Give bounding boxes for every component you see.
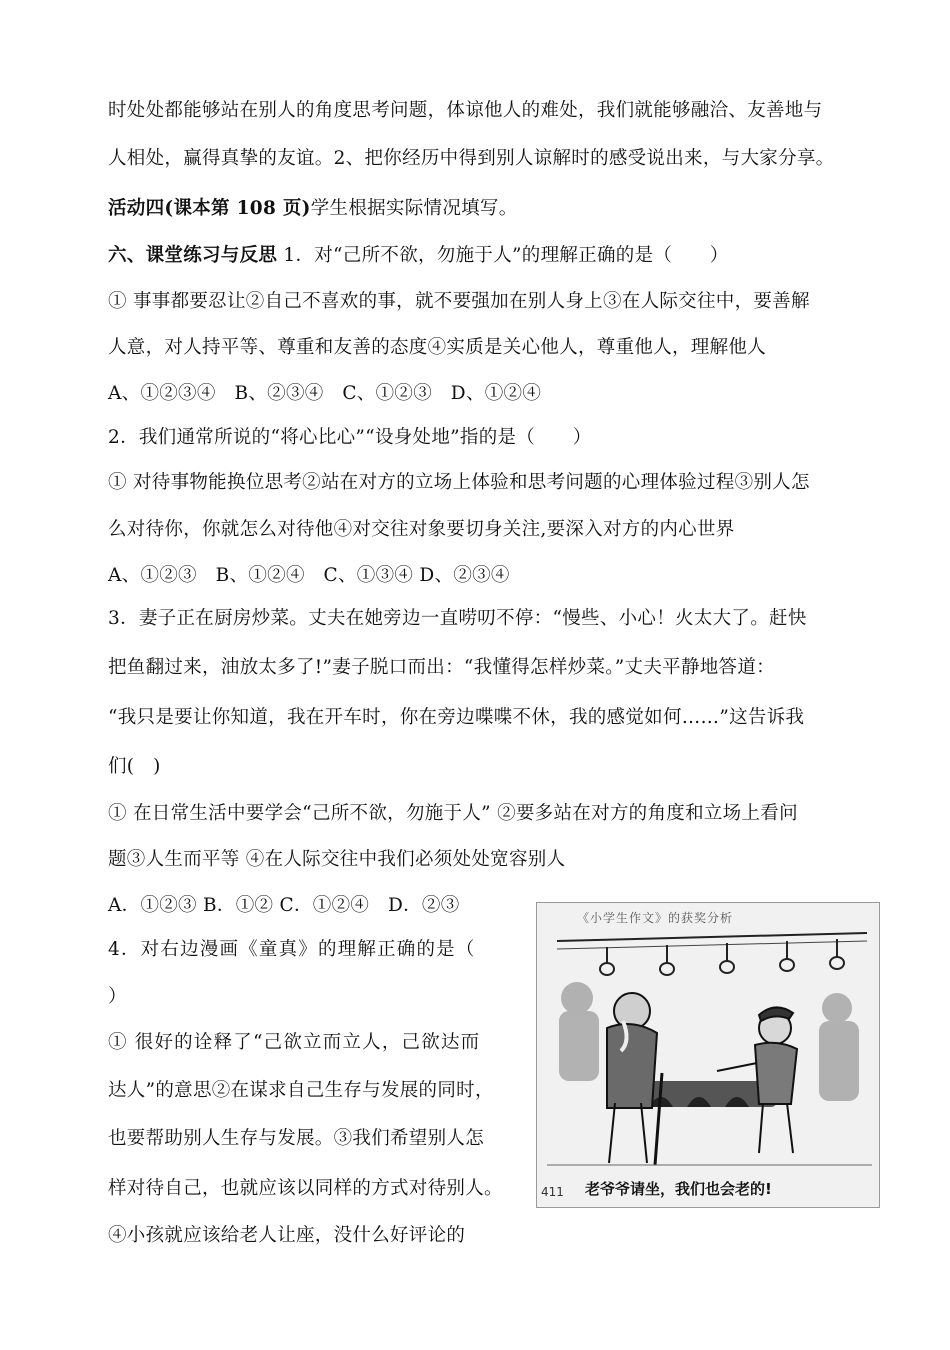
paragraph-line: 人相处，赢得真挚的友谊。2、把你经历中得到别人谅解时的感受说出来，与大家分享。 [108,148,835,169]
question-3-stem: “我只是要让你知道，我在开车时，你在旁边喋喋不休，我的感觉如何……”这告诉我 [108,707,805,728]
question-1-answers: A、①②③④ B、②③④ C、①②③ D、①②④ [108,383,542,404]
question-3-stem: 把鱼翻过来，油放太多了!”妻子脱口而出：“我懂得怎样炒菜。”丈夫平静地答道： [108,657,775,678]
question-1-stem: 1．对“己所不欲，勿施于人”的理解正确的是（ ） [277,245,729,266]
question-3-answers: A．①②③ B．①② C．①②④ D．②③ [108,895,460,916]
question-1-options: ① 事事都要忍让②自己不喜欢的事，就不要强加在别人身上③在人际交往中，要善解 [108,291,810,312]
question-1-options: 人意，对人持平等、尊重和友善的态度④实质是关心他人，尊重他人，理解他人 [108,337,767,358]
question-3-stem: 3．妻子正在厨房炒菜。丈夫在她旁边一直唠叨不停：“慢些、小心！火太大了。赶快 [108,608,807,629]
activity-four-text: 学生根据实际情况填写。 [310,198,518,219]
question-3-options: 题③人生而平等 ④在人际交往中我们必须处处宽容别人 [108,849,566,870]
section-six-heading: 六、课堂练习与反思 [108,245,278,266]
question-4-options: 也要帮助别人生存与发展。③我们希望别人怎 [108,1128,485,1149]
question-4-options: 达人”的意思②在谋求自己生存与发展的同时， [108,1080,494,1101]
question-2-stem: 2．我们通常所说的“将心比心”“设身处地”指的是（ ） [108,427,592,448]
activity-four [108,196,518,222]
question-4-options: ④小孩就应该给老人让座，没什么好评论的 [108,1225,466,1246]
question-3-stem: 们( ) [108,756,161,777]
cartoon-page-number: 411 [541,1185,564,1199]
question-2-options: ① 对待事物能换位思考②站在对方的立场上体验和思考问题的心理体验过程③别人怎 [108,472,810,493]
question-3-options: ① 在日常生活中要学会“己所不欲，勿施于人” ②要多站在对方的角度和立场上看问 [108,803,798,824]
activity-four-heading: 活动四(课本第 108 页) [108,198,311,219]
question-2-options: 么对待你，你就怎么对待他④对交往对象要切身关注,要深入对方的内心世界 [108,519,735,540]
question-4-stem: 4．对右边漫画《童真》的理解正确的是（ [108,939,476,960]
question-4-options: 样对待自己，也就应该以同样的方式对待别人。 [108,1178,503,1199]
cartoon-caption: 老爷爷请坐，我们也会老的! [585,1180,772,1198]
paragraph-line: 时处处都能够站在别人的角度思考问题，体谅他人的难处，我们就能够融洽、友善地与 [108,100,823,121]
cartoon-drawing [537,903,879,1207]
cartoon-header-text: 《小学生作文》的获奖分析 [577,911,734,925]
question-4-stem: ） [108,986,127,1007]
section-six [108,243,729,269]
question-4-options: ① 很好的诠释了“己欲立而立人，己欲达而 [108,1032,481,1053]
question-2-answers: A、①②③ B、①②④ C、①③④ D、②③④ [108,565,510,586]
cartoon-illustration [536,902,880,1208]
